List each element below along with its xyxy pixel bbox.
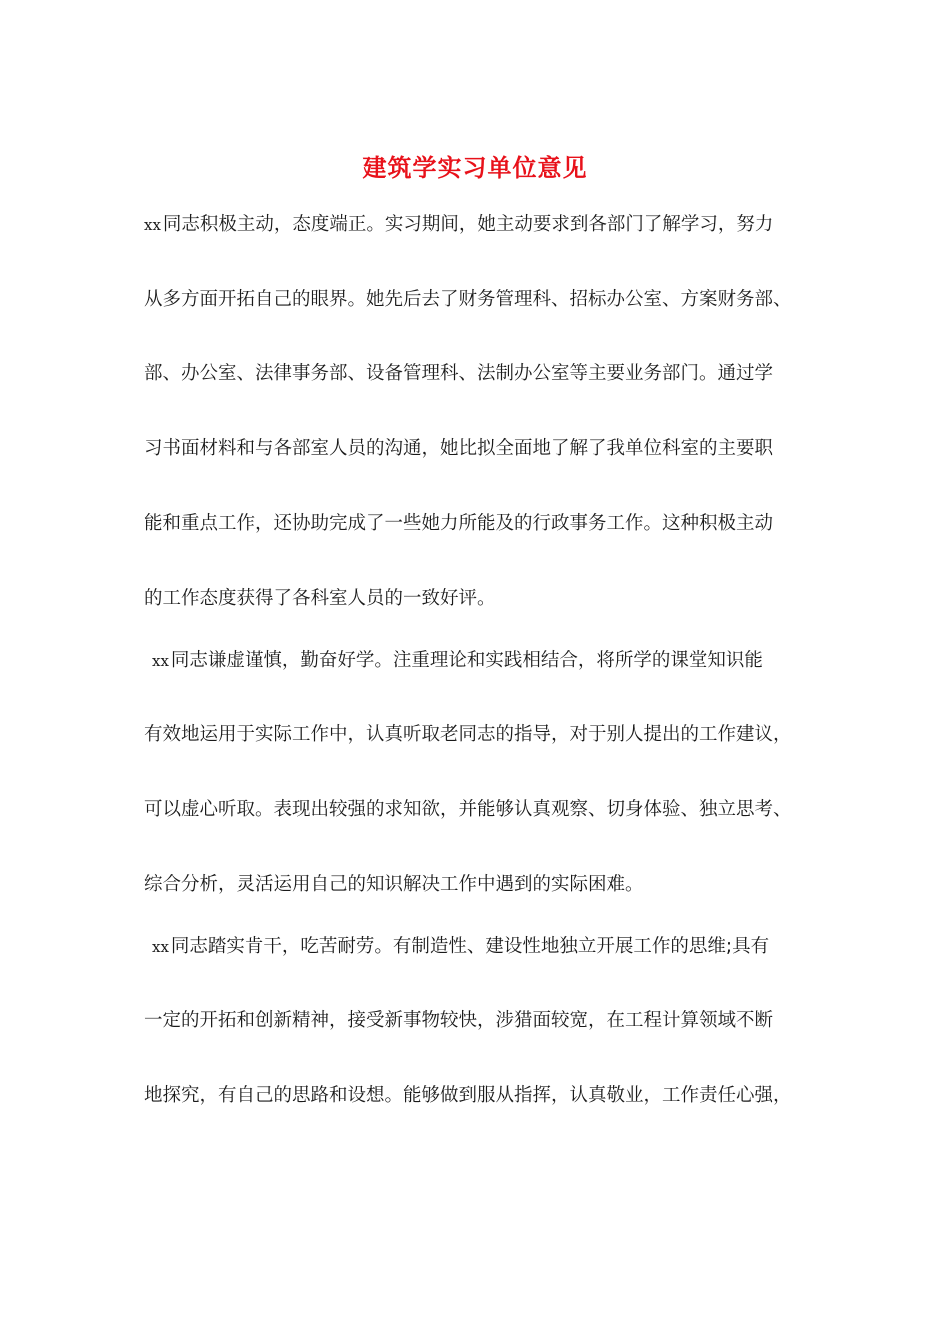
- name-placeholder: xx: [152, 938, 169, 956]
- name-placeholder: xx: [152, 652, 169, 670]
- line-text: 同志积极主动，态度端正。实习期间，她主动要求到各部门了解学习，努力: [162, 214, 774, 235]
- line-text: 同志谦虚谨慎，勤奋好学。注重理论和实践相结合，将所学的课堂知识能: [170, 650, 763, 671]
- line-text: 同志踏实肯干，吃苦耐劳。有制造性、建设性地独立开展工作的思维;具有: [170, 936, 770, 957]
- paragraph-2-line-3: 可以虚心听取。表现出较强的求知欲，并能够认真观察、切身体验、独立思考、: [144, 799, 792, 820]
- name-placeholder: xx: [144, 216, 161, 234]
- paragraph-1-line-6: 的工作态度获得了各科室人员的一致好评。: [144, 588, 496, 609]
- paragraph-3-line-1: [152, 934, 769, 960]
- paragraph-1-line-5: 能和重点工作，还协助完成了一些她力所能及的行政事务工作。这种积极主动: [144, 513, 774, 534]
- paragraph-3-line-3: 地探究，有自己的思路和设想。能够做到服从指挥，认真敬业，工作责任心强，: [144, 1085, 792, 1106]
- paragraph-2-line-2: 有效地运用于实际工作中，认真听取老同志的指导，对于别人提出的工作建议，: [144, 724, 792, 745]
- paragraph-1-line-3: 部、办公室、法律事务部、设备管理科、法制办公室等主要业务部门。通过学: [144, 363, 774, 384]
- paragraph-1-line-1: [144, 212, 773, 238]
- document-title: 建筑学实习单位意见: [362, 153, 588, 182]
- paragraph-1-line-4: 习书面材料和与各部室人员的沟通，她比拟全面地了解了我单位科室的主要职: [144, 438, 774, 459]
- paragraph-2-line-1: [152, 648, 763, 674]
- paragraph-1-line-2: 从多方面开拓自己的眼界。她先后去了财务管理科、招标办公室、方案财务部、: [144, 289, 792, 310]
- paragraph-2-line-4: 综合分析，灵活运用自己的知识解决工作中遇到的实际困难。: [144, 874, 644, 895]
- paragraph-3-line-2: 一定的开拓和创新精神，接受新事物较快，涉猎面较宽，在工程计算领域不断: [144, 1010, 774, 1031]
